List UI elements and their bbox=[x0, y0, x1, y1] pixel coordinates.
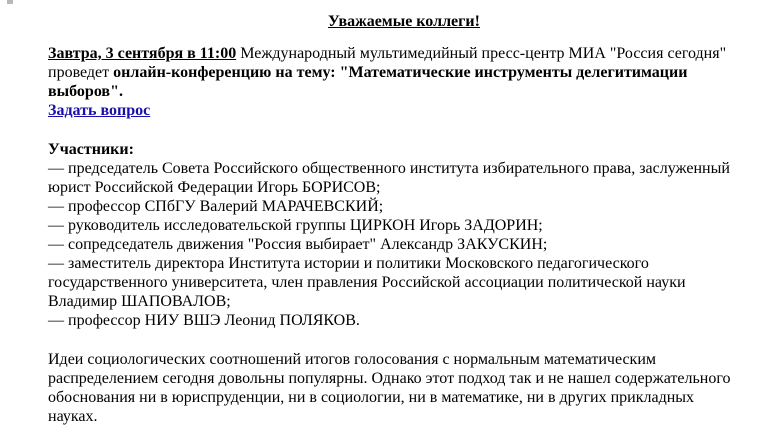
participant-line: Владимир ШАПОВАЛОВ; bbox=[48, 293, 231, 310]
participant-line: — профессор НИУ ВШЭ Леонид ПОЛЯКОВ. bbox=[48, 312, 360, 329]
announcement-lead: Международный мультимедийный пресс-центр МИА "Россия сегодня" bbox=[236, 45, 727, 62]
paragraph-line: Идеи социологических соотношений итогов голосования с нормальным математическим bbox=[48, 351, 657, 368]
ask-question-link[interactable]: Задать вопрос bbox=[48, 102, 151, 119]
event-date-time: Завтра, 3 сентября в 11:00 bbox=[48, 45, 237, 62]
paragraph-line: обоснования ни в юриспруденции, ни в социологии, ни в математике, ни в других прикладных bbox=[48, 389, 695, 406]
participant-line: государственного университета, член правления Российской ассоциации политической науки bbox=[48, 274, 686, 291]
paragraph-line: науках. bbox=[48, 408, 98, 425]
participant-line: — председатель Совета Российского общественного института избирательного права, заслуженный bbox=[48, 160, 730, 177]
greeting-heading: Уважаемые коллеги! bbox=[328, 13, 480, 30]
announcement-verb: проведет bbox=[48, 64, 114, 81]
participants-title: Участники: bbox=[48, 141, 134, 158]
ideas-paragraph bbox=[48, 350, 760, 426]
participants-section bbox=[48, 140, 760, 330]
paragraph-line: распределением сегодня довольны популярны. Однако этот подход так и не нашел содержательного bbox=[48, 370, 731, 387]
conference-topic: онлайн-конференцию на тему: "Математические инструменты делегитимации выборов". bbox=[48, 64, 688, 100]
press-release bbox=[48, 0, 760, 426]
participant-line: — профессор СПбГУ Валерий МАРАЧЕВСКИЙ; bbox=[48, 198, 384, 215]
participant-line: юрист Российской Федерации Игорь БОРИСОВ; bbox=[48, 179, 381, 196]
participant-line: — заместитель директора Института истории и политики Московского педагогического bbox=[48, 255, 649, 272]
announcement-paragraph bbox=[48, 44, 760, 120]
participant-line: — сопредседатель движения "Россия выбирает" Александр ЗАКУСКИН; bbox=[48, 236, 548, 253]
participant-line: — руководитель исследовательской группы ЦИРКОН Игорь ЗАДОРИН; bbox=[48, 217, 543, 234]
top-edge-artifact bbox=[7, 0, 13, 4]
